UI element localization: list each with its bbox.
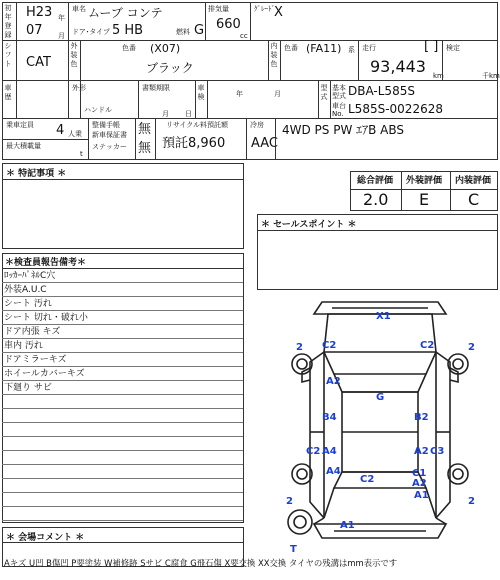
fuel-label: 燃料 [176, 28, 190, 36]
warranty-label: 新車保証書 [92, 131, 127, 139]
capacity-unit: 人乗 [68, 130, 82, 138]
shift: CAT [26, 55, 51, 70]
history-label: 車歴 [4, 84, 12, 101]
mark-t: T [290, 544, 297, 555]
mark-c1: C1 [412, 468, 427, 479]
mark-c2-front-left: C2 [322, 340, 337, 351]
check-month: 月 [274, 90, 281, 98]
basic-model-label: 基本型式 [332, 84, 346, 100]
mileage-bracket: [ ] [424, 39, 439, 54]
model-side-label: 型式 [320, 84, 328, 101]
list-item [2, 437, 243, 451]
int-color-suffix: 系 [348, 46, 355, 54]
mark-b4: B4 [322, 412, 337, 423]
list-item: 車内 汚れ [2, 339, 243, 353]
mark-x1: X1 [376, 311, 391, 322]
first-reg-label: 初年登録 [4, 4, 12, 39]
list-item [2, 451, 243, 465]
check-year: 年 [236, 90, 243, 98]
color-code: (X07) [150, 42, 181, 55]
list-item: 下廻り サビ [2, 381, 243, 395]
exterior-score: E [419, 190, 430, 209]
max-load-unit: t [80, 150, 83, 158]
door-type-label: ドア･タイプ [72, 28, 110, 36]
scores-box [350, 171, 498, 211]
mileage-unit: km [433, 72, 444, 80]
max-load-label: 最大積載量 [6, 142, 41, 150]
mark-a4-left: A4 [322, 446, 337, 457]
chassis-label: 車台No. [332, 102, 346, 118]
capacity-label: 乗車定員 [6, 121, 34, 129]
door-type: 5 HB [112, 23, 144, 38]
recycle-label: リサイクル料預託額 [166, 121, 229, 129]
total-score: 2.0 [363, 190, 389, 209]
aircon-label: 冷房 [250, 121, 264, 129]
exterior-score-label: 外装評価 [406, 176, 443, 186]
mark-a2-right: A2 [414, 446, 429, 457]
era-year: H23 [26, 5, 53, 20]
recycle-value: 預託8,960 [162, 136, 226, 151]
aircon-value: AAC [251, 136, 278, 151]
mark-b2: B2 [414, 412, 429, 423]
mark-c3: C3 [430, 446, 445, 457]
mark-a2-front: A2 [326, 376, 341, 387]
list-item [2, 409, 243, 423]
chassis-no: L585S-0022628 [348, 102, 443, 116]
mileage-label: 走行 [362, 44, 376, 52]
mark-a1-right: A1 [414, 490, 429, 501]
venue-comment-title: ＊ 会場コメント ＊ [6, 533, 85, 543]
shaken-month: 月 [162, 110, 169, 118]
shaken-label: 書類期限 [142, 84, 170, 92]
list-item: ドア内張 キズ [2, 325, 243, 339]
interior-score-label: 内装評価 [455, 176, 492, 186]
int-color-no-label: 色番 [284, 44, 298, 52]
handle-label: ハンドル [84, 106, 112, 114]
mark-c2-roof: C2 [360, 474, 375, 485]
list-item [2, 395, 243, 409]
shape-label: 外形 [72, 84, 86, 92]
basic-model: DBA-L585S [348, 84, 415, 98]
service-book-label: 整備手帳 [92, 121, 120, 129]
int-color-code: (FA11) [306, 42, 342, 55]
sales-point-title: ＊ セールスポイント ＊ [261, 220, 357, 230]
year-suffix: 年 [58, 14, 65, 22]
mark-2-front-left: 2 [296, 342, 303, 353]
list-item [2, 465, 243, 479]
interior-score: C [468, 190, 480, 209]
fuel: G [194, 23, 205, 38]
displacement: 660 [216, 17, 241, 32]
ext-color-label: 外装色 [70, 42, 78, 68]
inspection-label: 検定 [446, 44, 460, 52]
grade-label: ｸﾞﾚｰﾄﾞ [254, 5, 275, 13]
shift-label: シフト [4, 42, 12, 68]
km-unit: 千km [482, 72, 500, 80]
mark-a2-right-lower: A2 [412, 478, 427, 489]
displacement-unit: cc [240, 32, 248, 40]
damage-legend: Aキズ U凹 B傷凹 P要塗装 W補修跡 Sサビ C腐食 G飛石傷 X要交換 XX交換 タイヤの残溝はmm表示です [4, 558, 398, 568]
equipment: 4WD PS PW ｴｱB ABS [282, 123, 405, 137]
list-item: ﾛｯｶｰﾊﾟﾈﾙC穴 [2, 269, 243, 283]
car-check-label: 車検 [197, 84, 205, 101]
mileage: 93,443 [370, 57, 426, 76]
car-damage-diagram [280, 292, 480, 556]
reg-month: 07 [26, 23, 43, 38]
sticker-label: ステッカー [92, 143, 127, 151]
month-suffix: 月 [58, 32, 65, 40]
mark-a4-left-lower: A4 [326, 466, 341, 477]
grade: X [274, 5, 283, 20]
car-name-label: 車名 [72, 5, 86, 13]
sticker-value: 無 [138, 141, 152, 156]
list-item: シート 汚れ [2, 297, 243, 311]
list-item [2, 493, 243, 507]
int-color-label: 内装色 [270, 42, 278, 68]
mark-g: G [376, 392, 385, 403]
list-item [2, 479, 243, 493]
list-item: ホイールカバーキズ [2, 367, 243, 381]
mark-2-rear-right: 2 [468, 496, 475, 507]
list-item: シート 切れ・破れ小 [2, 311, 243, 325]
mark-a1-bottom: A1 [340, 520, 355, 531]
total-score-label: 総合評価 [357, 176, 394, 186]
service-book-value: 無 [138, 122, 152, 137]
color-no-label: 色番 [122, 44, 136, 52]
car-name: ムーブ コンテ [88, 6, 163, 20]
capacity: 4 [56, 123, 65, 138]
color-name: ブラック [146, 61, 194, 75]
mark-2-rear-left: 2 [286, 496, 293, 507]
special-notes-title: ＊ 特記事項 ＊ [6, 169, 67, 179]
inspector-notes-title: ＊検査員報告備考＊ [5, 258, 87, 268]
displacement-label: 排気量 [208, 5, 229, 13]
list-item [2, 423, 243, 437]
list-item: ドアミラーキズ [2, 353, 243, 367]
list-item [2, 507, 243, 521]
sales-point-box [257, 214, 498, 290]
list-item: 外装A.U.C [2, 283, 243, 297]
mark-c2-left: C2 [306, 446, 321, 457]
special-notes-box [2, 163, 244, 249]
shaken-day: 日 [185, 110, 192, 118]
mark-c2-front-right: C2 [420, 340, 435, 351]
mark-2-front-right: 2 [468, 342, 475, 353]
